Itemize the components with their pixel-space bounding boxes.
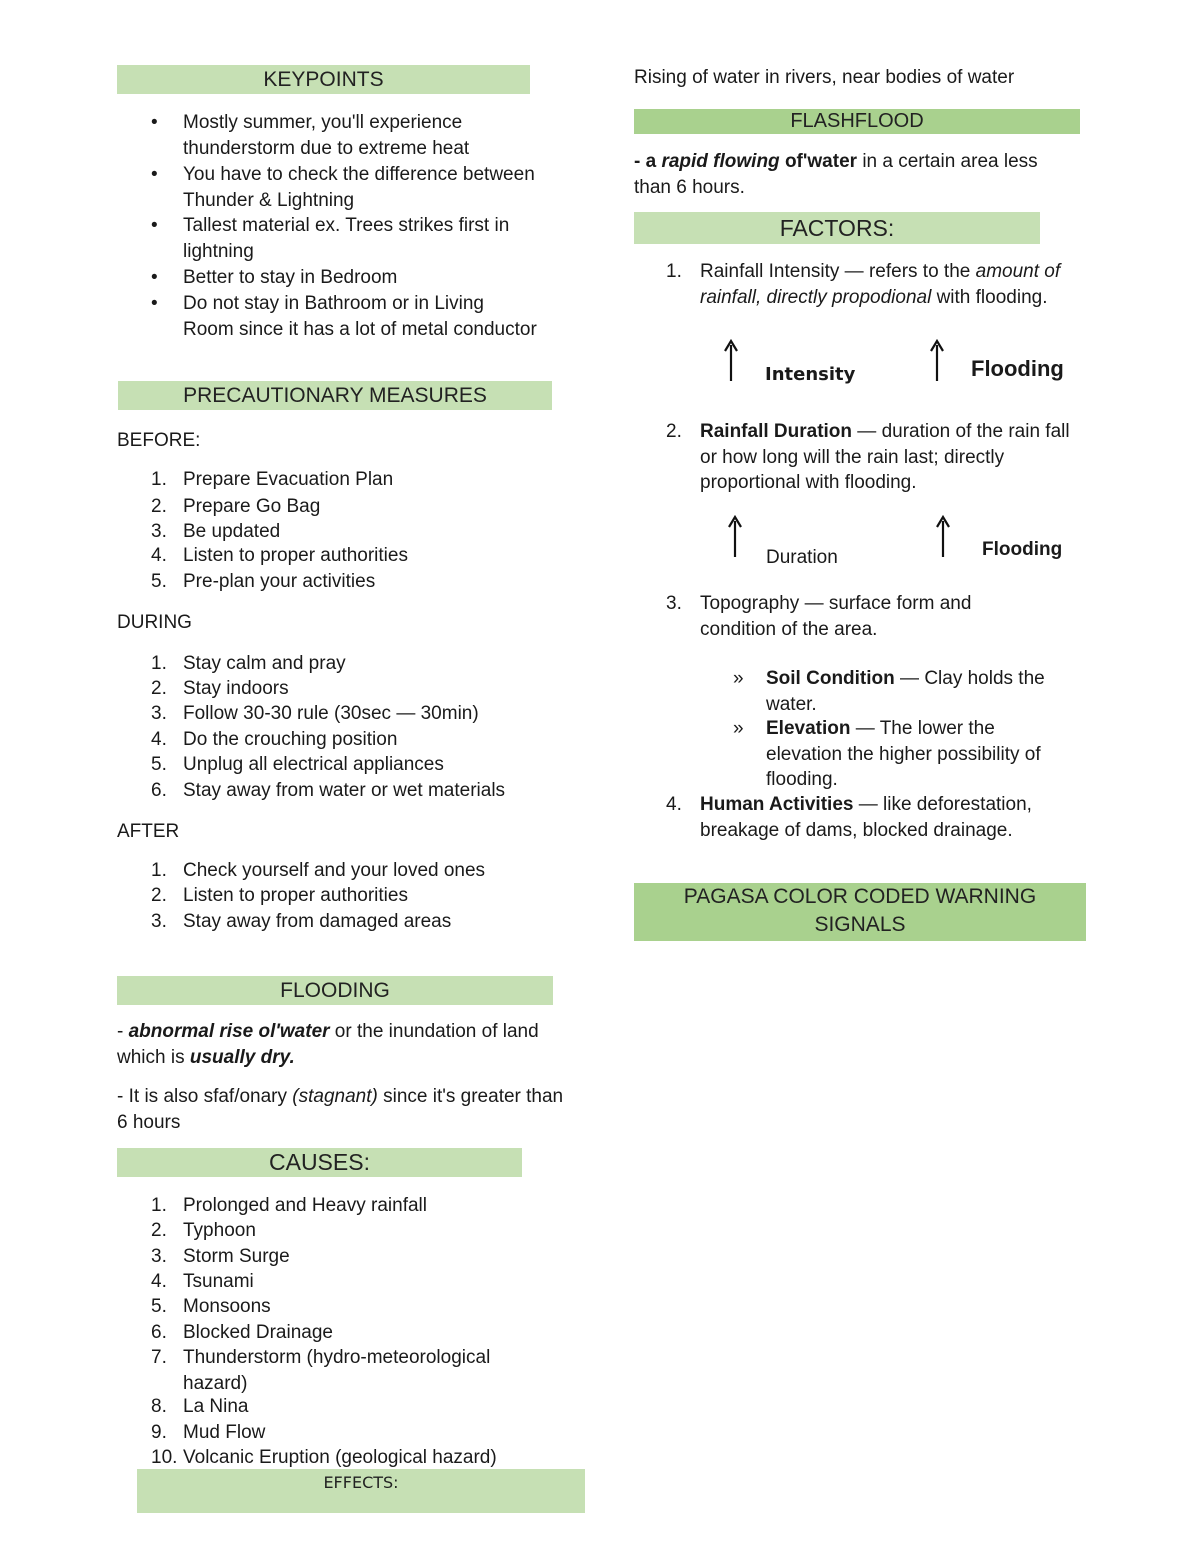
factor-2-rest: — duration of the rain fall or how long will the rain last; directly proportional with flooding.	[700, 421, 1070, 493]
cause-item	[151, 1345, 521, 1396]
flashflood-dash: - a	[634, 151, 662, 172]
factor-1-italic: amount of rainfall, directly propodional	[700, 261, 1061, 308]
list-number: 3.	[151, 1246, 167, 1267]
before-text: Prepare Evacuation Plan	[183, 469, 394, 490]
during-item	[151, 778, 551, 804]
keypoint-text: You have to check the difference between Thunder & Lightning	[183, 164, 535, 211]
list-number: 4.	[151, 729, 167, 750]
list-number: 1.	[151, 860, 167, 881]
before-text: Be updated	[183, 521, 281, 542]
cause-text: Thunderstorm (hydro-meteorological hazard)	[183, 1347, 491, 1394]
during-item	[151, 676, 551, 702]
elevation-item	[733, 716, 1063, 793]
during-item	[151, 651, 551, 677]
cause-item	[151, 1269, 521, 1295]
factor-4-rest: — like deforestation, breakage of dams, blocked drainage.	[700, 794, 1032, 841]
intensity-label: Intensity	[765, 364, 856, 385]
before-item	[151, 494, 551, 520]
factor-2	[666, 419, 1086, 496]
duration-up-arrow-icon	[725, 515, 745, 559]
list-number: 1.	[151, 1195, 167, 1216]
elevation-marker: »	[733, 718, 744, 739]
during-text: Follow 30-30 rule (30sec — 30min)	[183, 703, 479, 724]
before-item	[151, 467, 551, 493]
cause-item	[151, 1420, 521, 1446]
flooding-def-mid: or the inundation of land which is	[117, 1021, 539, 1068]
elevation-bold: Elevation	[766, 718, 851, 739]
list-number: 5.	[151, 1296, 167, 1317]
list-number: 6.	[151, 780, 167, 801]
flashflood-definition	[634, 149, 1054, 200]
flooding-up-arrow-icon-1	[927, 339, 947, 383]
cause-text: Blocked Drainage	[183, 1322, 333, 1343]
factor-3-text: Topography — surface form and condition of the area.	[700, 593, 972, 640]
factor-1-a: Rainfall Intensity — refers to the	[700, 261, 976, 282]
cause-text: Volcanic Eruption (geological hazard)	[183, 1447, 497, 1468]
flooding-p2-italic: (stagnant)	[292, 1086, 378, 1107]
after-item	[151, 858, 551, 884]
bullet-marker: •	[151, 112, 158, 133]
during-item	[151, 752, 551, 778]
bullet-marker: •	[151, 293, 158, 314]
list-number: 1.	[151, 469, 167, 490]
keypoint-item	[117, 110, 537, 161]
cause-text: Prolonged and Heavy rainfall	[183, 1195, 427, 1216]
effects-header: EFFECTS:	[137, 1469, 585, 1513]
factors-header: FACTORS:	[634, 212, 1040, 244]
cause-item	[151, 1445, 521, 1471]
keypoint-item	[117, 265, 537, 291]
precautionary-header: PRECAUTIONARY MEASURES	[118, 381, 552, 410]
flooding-up-arrow-icon-2	[933, 515, 953, 559]
flooding-label-1: Flooding	[971, 356, 1064, 381]
after-label: AFTER	[117, 821, 180, 842]
before-text: Prepare Go Bag	[183, 496, 321, 517]
list-number: 8.	[151, 1396, 167, 1417]
cause-item	[151, 1394, 521, 1420]
flooding-p2-end: since it's greater than 6 hours	[117, 1086, 564, 1133]
list-number: 3.	[151, 911, 167, 932]
factor-2-bold: Rainfall Duration	[700, 421, 853, 442]
factor-1-b: with flooding.	[931, 286, 1048, 308]
during-item	[151, 701, 551, 727]
flooding-header: FLOODING	[117, 976, 553, 1005]
flooding-def-bold1: abnormal rise ol'water	[128, 1021, 330, 1042]
elevation-rest: — The lower the elevation the higher possibility of flooding.	[766, 718, 1041, 790]
cause-item	[151, 1218, 521, 1244]
after-text: Stay away from damaged areas	[183, 911, 452, 932]
during-text: Do the crouching position	[183, 729, 398, 750]
list-number: 5.	[151, 571, 167, 592]
soil-condition-rest: — Clay holds the water.	[766, 668, 1045, 715]
cause-text: Mud Flow	[183, 1422, 266, 1443]
flooding-definition	[117, 1019, 557, 1070]
list-number: 2.	[151, 496, 167, 517]
keypoint-text: Tallest material ex. Trees strikes first in lightning	[183, 215, 510, 262]
keypoint-text: Better to stay in Bedroom	[183, 267, 398, 288]
list-number: 2.	[151, 885, 167, 906]
factor-3	[666, 591, 1026, 642]
cause-text: Monsoons	[183, 1296, 271, 1317]
keypoints-header: KEYPOINTS	[117, 65, 530, 94]
flooding-label-2: Flooding	[982, 539, 1063, 560]
cause-item	[151, 1244, 521, 1270]
cause-item	[151, 1320, 521, 1346]
during-label: DURING	[117, 612, 192, 633]
duration-label: Duration	[766, 547, 838, 568]
factor-1	[666, 259, 1076, 310]
rising-water-text: Rising of water in rivers, near bodies of water	[634, 67, 1015, 88]
cause-text: Typhoon	[183, 1220, 256, 1241]
flooding-stagnant-note	[117, 1084, 567, 1135]
list-number: 10.	[151, 1447, 178, 1468]
list-number: 1.	[151, 653, 167, 674]
cause-text: La Nina	[183, 1396, 249, 1417]
before-item	[151, 519, 551, 545]
during-text: Unplug all electrical appliances	[183, 754, 444, 775]
flashflood-bold: of'water	[779, 151, 858, 172]
pagasa-header: PAGASA COLOR CODED WARNING SIGNALS	[634, 883, 1086, 941]
before-text: Listen to proper authorities	[183, 545, 408, 566]
factor-4-bold: Human Activities	[700, 794, 854, 815]
factor-3-number: 3.	[666, 593, 682, 614]
causes-header: CAUSES:	[117, 1148, 522, 1177]
cause-text: Tsunami	[183, 1271, 254, 1292]
during-item	[151, 727, 551, 753]
list-number: 9.	[151, 1422, 167, 1443]
flashflood-header: FLASHFLOOD	[634, 109, 1080, 134]
flashflood-rest: in a certain area less than 6 hours.	[634, 151, 1038, 198]
before-item	[151, 569, 551, 595]
cause-item	[151, 1193, 521, 1219]
keypoint-text: Do not stay in Bathroom or in Living Room since it has a lot of metal conductor	[183, 293, 537, 340]
list-number: 4.	[151, 545, 167, 566]
factor-1-number: 1.	[666, 261, 682, 282]
during-text: Stay indoors	[183, 678, 289, 699]
before-item	[151, 543, 551, 569]
flooding-def-bold2: usually dry.	[189, 1046, 295, 1068]
factor-2-number: 2.	[666, 421, 682, 442]
before-text: Pre-plan your activities	[183, 571, 376, 592]
soil-condition-item	[733, 666, 1063, 717]
flooding-p2-start: - It is also sfaf/onary	[117, 1086, 293, 1107]
factor-4	[666, 792, 1066, 843]
keypoint-item	[117, 162, 537, 213]
list-number: 3.	[151, 703, 167, 724]
list-number: 5.	[151, 754, 167, 775]
factor-4-number: 4.	[666, 794, 682, 815]
after-text: Listen to proper authorities	[183, 885, 408, 906]
list-number: 2.	[151, 678, 167, 699]
soil-condition-marker: »	[733, 668, 744, 689]
list-number: 3.	[151, 521, 167, 542]
flashflood-bold-italic: rapid flowing	[661, 151, 780, 172]
keypoint-text: Mostly summer, you'll experience thunderstorm due to extreme heat	[183, 112, 470, 159]
list-number: 7.	[151, 1347, 167, 1368]
cause-item	[151, 1294, 521, 1320]
before-label: BEFORE:	[117, 430, 201, 451]
list-number: 6.	[151, 1322, 167, 1343]
list-number: 4.	[151, 1271, 167, 1292]
after-item	[151, 883, 551, 909]
soil-condition-bold: Soil Condition	[766, 668, 895, 689]
cause-text: Storm Surge	[183, 1246, 290, 1267]
keypoint-item	[117, 213, 537, 264]
after-item	[151, 909, 551, 935]
during-text: Stay away from water or wet materials	[183, 780, 506, 801]
list-number: 2.	[151, 1220, 167, 1241]
bullet-marker: •	[151, 215, 158, 236]
after-text: Check yourself and your loved ones	[183, 860, 486, 881]
flooding-def-dash: -	[117, 1021, 129, 1042]
keypoint-item	[117, 291, 537, 342]
during-text: Stay calm and pray	[183, 653, 346, 674]
bullet-marker: •	[151, 267, 158, 288]
bullet-marker: •	[151, 164, 158, 185]
intensity-up-arrow-icon	[721, 339, 741, 383]
